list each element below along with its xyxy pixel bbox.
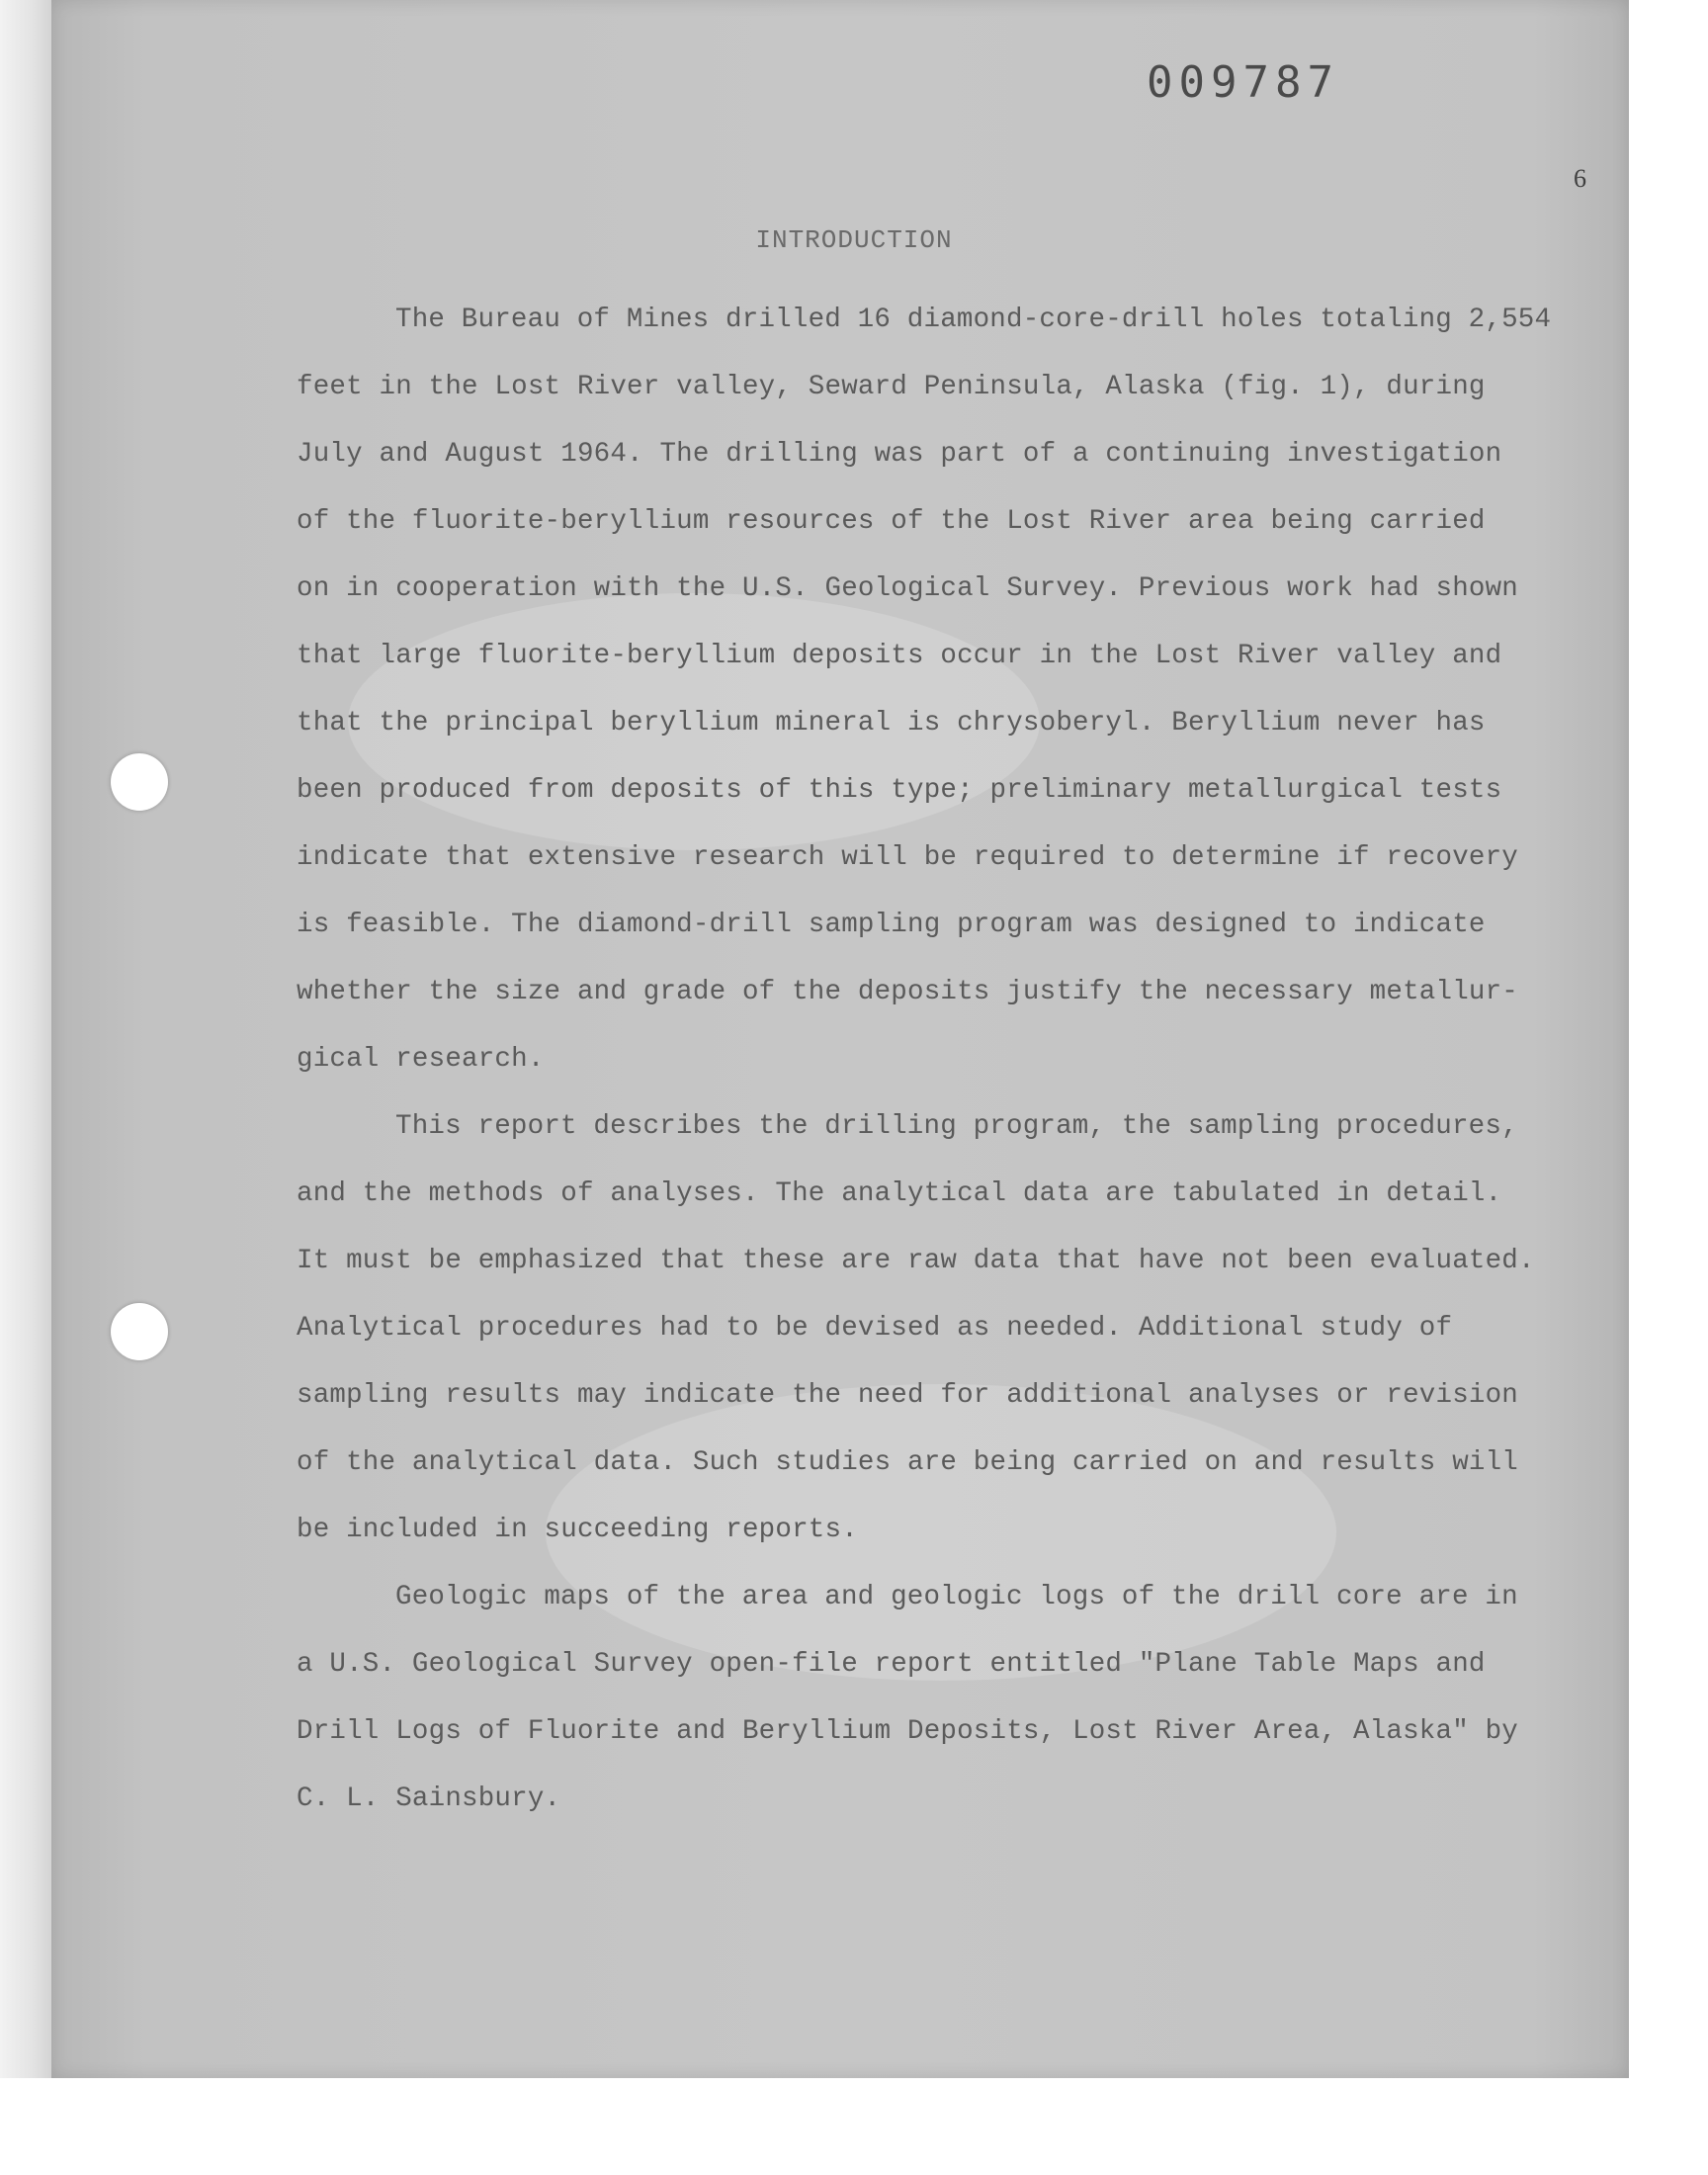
- scan-margin: [0, 0, 51, 2078]
- page-number: 6: [1574, 164, 1586, 193]
- paragraph-3: Geologic maps of the area and geologic logs of the drill core are in a U.S. Geological Survey open-file report entitled "Plane Table Maps and Drill Logs of Fluorite and Beryllium Deposits, Lost River Area, Alaska" by C. L. Sainsbury.: [297, 1582, 1518, 1814]
- section-heading: INTRODUCTION: [755, 225, 953, 255]
- document-number-stamp: 009787: [1147, 57, 1339, 108]
- body-text: [297, 287, 1581, 1833]
- paragraph-2: This report describes the drilling program, the sampling procedures, and the methods of analyses. The analytical data are tabulated in detail. It must be emphasized that these are raw data that have not been evaluated. Analytical procedures had to be devised as needed. Additional study of sampling results may indicate the need for additional analyses or revision of the analytical data. Such studies are being carried on and results will be included in succeeding reports.: [297, 1111, 1535, 1545]
- punch-hole-upper: [111, 753, 168, 811]
- punch-hole-lower: [111, 1303, 168, 1360]
- paragraph-1: The Bureau of Mines drilled 16 diamond-core-drill holes totaling 2,554 feet in the Lost River valley, Seward Peninsula, Alaska (fig. 1), during July and August 1964. The drilling was part of a continuing investigation of the fluorite-beryllium resources of the Lost River area being carried on in cooperation with the U.S. Geological Survey. Previous work had shown that large fluorite-beryllium deposits occur in the Lost River valley and that the principal beryllium mineral is chrysoberyl. Beryllium never has been produced from deposits of this type; preliminary metallurgical tests indicate that extensive research will be required to determine if recovery is feasible. The diamond-drill sampling program was designed to indicate whether the size and grade of the deposits justify the necessary metallur- gical research.: [297, 304, 1552, 1075]
